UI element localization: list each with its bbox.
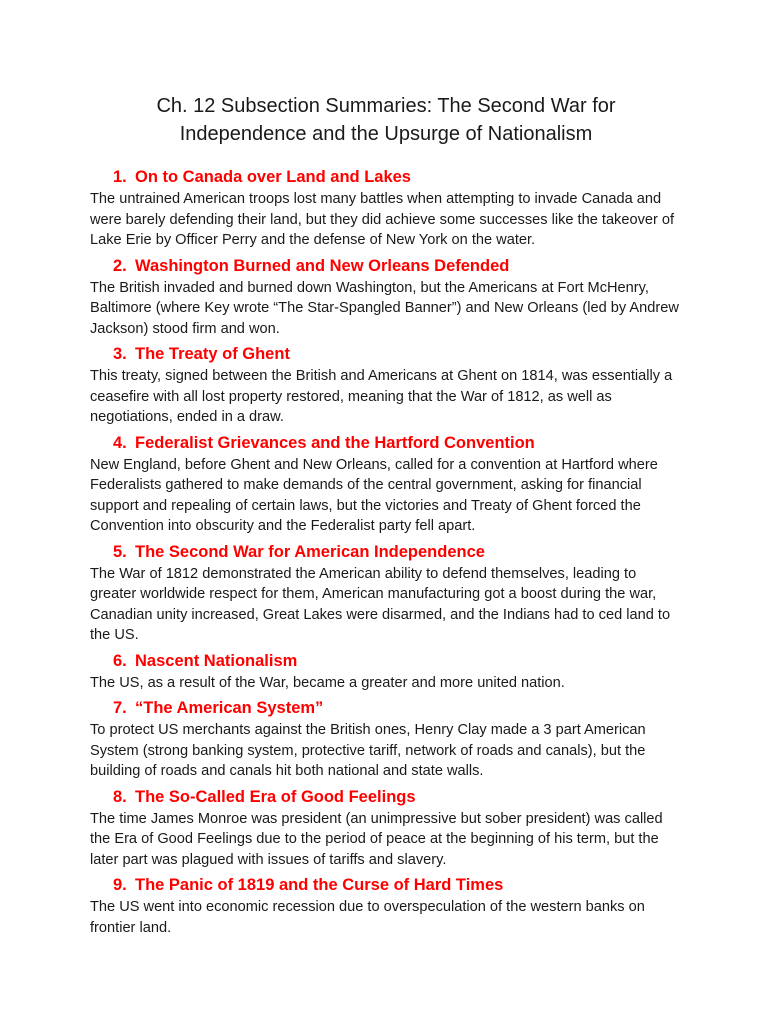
section-summary: The War of 1812 demonstrated the American ability to defend themselves, leading to greater worldwide respect for them, American manufacturing got a boost during the war, Canadian unity increased, Great Lakes were disarmed, and the Indians had to ced land to the US.	[90, 565, 671, 643]
section-title: Washington Burned and New Orleans Defended	[135, 256, 510, 275]
section-7	[90, 697, 682, 782]
section-heading	[113, 786, 682, 808]
section-heading	[113, 432, 682, 454]
section-summary: This treaty, signed between the British and Americans at Ghent on 1814, was essentially a ceasefire with all lost property restored, meaning that the War of 1812, as well as negotiations, ended in a draw.	[90, 368, 673, 425]
section-summary: The US, as a result of the War, became a greater and more united nation.	[90, 674, 565, 691]
title-line-2: Independence and the Upsurge of Nationalism	[179, 123, 593, 145]
section-title: Nascent Nationalism	[135, 651, 298, 670]
section-heading	[113, 541, 682, 563]
section-3	[90, 343, 682, 428]
section-summary: To protect US merchants against the British ones, Henry Clay made a 3 part American System (strong banking system, protective tariff, network of roads and canals), but the building of roads and canals hit both national and state walls.	[90, 722, 646, 779]
section-number: 2.	[113, 256, 127, 275]
section-title: The So-Called Era of Good Feelings	[135, 787, 416, 806]
title-line-1: Ch. 12 Subsection Summaries: The Second War for	[156, 95, 616, 117]
section-number: 3.	[113, 345, 127, 363]
section-6	[90, 650, 682, 694]
section-summary: New England, before Ghent and New Orleans, called for a convention at Hartford where Federalists gathered to make demands of the central government, asking for financial support and repealing of certain laws, but the victories and Treaty of Ghent forced the Convention into obscurity and the Federalist party fell apart.	[90, 456, 658, 534]
section-1	[90, 166, 682, 251]
section-summary: The US went into economic recession due to overspeculation of the western banks on frontier land.	[90, 899, 645, 936]
section-number: 8.	[113, 787, 127, 806]
section-title: The Second War for American Independence	[135, 542, 485, 561]
section-summary: The untrained American troops lost many battles when attempting to invade Canada and were barely defending their land, but they did achieve some successes like the takeover of Lake Erie by Officer Perry and the defense of New York on the water.	[90, 191, 675, 248]
section-number: 7.	[113, 699, 127, 717]
section-heading	[113, 255, 682, 277]
section-number: 5.	[113, 542, 127, 561]
section-heading	[113, 343, 682, 365]
section-heading	[113, 650, 682, 672]
section-number: 4.	[113, 433, 127, 452]
section-8	[90, 786, 682, 871]
section-title: “The American System”	[135, 699, 324, 717]
section-title: On to Canada over Land and Lakes	[135, 168, 411, 186]
section-number: 9.	[113, 876, 127, 894]
section-5	[90, 541, 682, 646]
section-number: 6.	[113, 651, 127, 670]
page-title	[90, 92, 682, 148]
section-heading	[113, 874, 682, 896]
section-number: 1.	[113, 168, 127, 186]
section-heading	[113, 697, 682, 719]
section-9	[90, 874, 682, 938]
section-summary: The time James Monroe was president (an unimpressive but sober president) was called the Era of Good Feelings due to the period of peace at the beginning of his term, but the later part was plagued with issues of tariffs and slavery.	[90, 810, 663, 868]
section-summary: The British invaded and burned down Washington, but the Americans at Fort McHenry, Baltimore (where Key wrote “The Star-Spangled Banner”) and New Orleans (led by Andrew Jackson) stood firm and won.	[90, 279, 679, 337]
section-4	[90, 432, 682, 537]
section-title: The Treaty of Ghent	[135, 345, 290, 363]
section-2	[90, 255, 682, 340]
section-title: The Panic of 1819 and the Curse of Hard Times	[135, 876, 504, 894]
section-heading	[113, 166, 682, 188]
section-title: Federalist Grievances and the Hartford Convention	[135, 433, 535, 452]
